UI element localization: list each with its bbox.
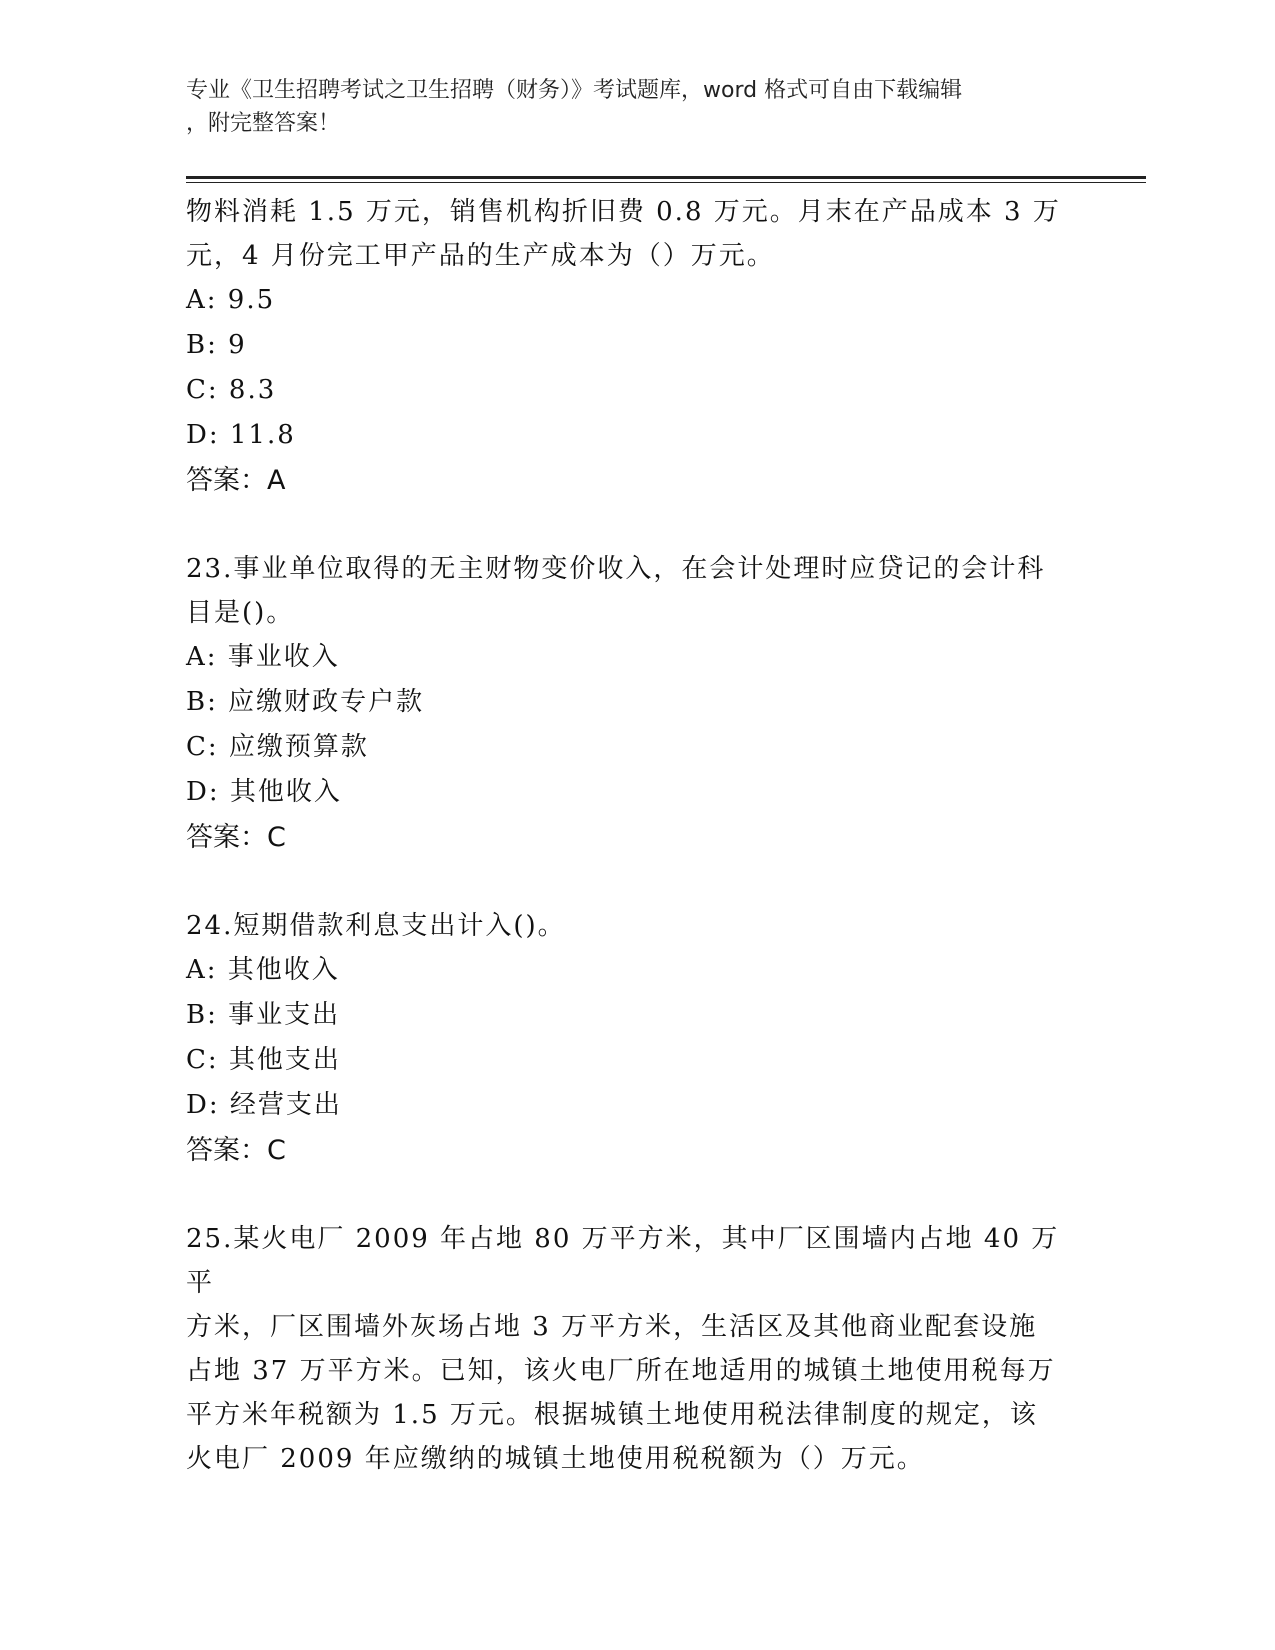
question-24 bbox=[186, 904, 1066, 1173]
option-c: C: 应缴预算款 bbox=[186, 732, 369, 762]
question-text-line: 24.短期借款利息支出计入()。 bbox=[186, 911, 566, 941]
question-22 bbox=[186, 190, 1066, 503]
option-c: C: 其他支出 bbox=[186, 1045, 341, 1075]
question-text-line: 元，4 月份完工甲产品的生产成本为（）万元。 bbox=[186, 241, 775, 271]
answer-label: 答案：C bbox=[186, 822, 286, 853]
question-text-line: 目是()。 bbox=[186, 598, 295, 628]
option-b: B: 事业支出 bbox=[186, 1000, 341, 1030]
answer-label: 答案：C bbox=[186, 1135, 286, 1166]
option-a: A: 9.5 bbox=[186, 285, 276, 315]
header-line-1: 专业《卫生招聘考试之卫生招聘（财务）》考试题库，word 格式可自由下载编辑 bbox=[186, 78, 963, 103]
question-text-line: 占地 37 万平方米。已知，该火电厂所在地适用的城镇土地使用税每万 bbox=[186, 1356, 1056, 1386]
question-list bbox=[186, 190, 1066, 1481]
question-text-line: 平方米年税额为 1.5 万元。根据城镇土地使用税法律制度的规定，该 bbox=[186, 1400, 1038, 1430]
option-a: A: 事业收入 bbox=[186, 642, 340, 672]
option-d: D: 11.8 bbox=[186, 420, 296, 450]
option-c: C: 8.3 bbox=[186, 375, 277, 405]
option-d: D: 经营支出 bbox=[186, 1090, 342, 1120]
question-text-line: 物料消耗 1.5 万元，销售机构折旧费 0.8 万元。月末在产品成本 3 万 bbox=[186, 197, 1061, 227]
question-23 bbox=[186, 547, 1066, 860]
answer-label: 答案：A bbox=[186, 465, 286, 496]
option-b: B: 9 bbox=[186, 330, 247, 360]
question-text-line: 方米，厂区围墙外灰场占地 3 万平方米，生活区及其他商业配套设施 bbox=[186, 1312, 1038, 1342]
question-text-line: 25.某火电厂 2009 年占地 80 万平方米，其中厂区围墙内占地 40 万平 bbox=[186, 1224, 1060, 1298]
header-divider-thick bbox=[186, 176, 1146, 179]
option-d: D: 其他收入 bbox=[186, 777, 342, 807]
header-divider-thin bbox=[186, 182, 1146, 183]
question-text-line: 火电厂 2009 年应缴纳的城镇土地使用税税额为（）万元。 bbox=[186, 1444, 925, 1474]
document-header bbox=[186, 74, 1066, 140]
option-b: B: 应缴财政专户款 bbox=[186, 687, 425, 717]
question-25 bbox=[186, 1217, 1066, 1481]
header-line-2: ，附完整答案！ bbox=[186, 111, 341, 136]
question-text-line: 23.事业单位取得的无主财物变价收入，在会计处理时应贷记的会计科 bbox=[186, 554, 1046, 584]
option-a: A: 其他收入 bbox=[186, 955, 340, 985]
